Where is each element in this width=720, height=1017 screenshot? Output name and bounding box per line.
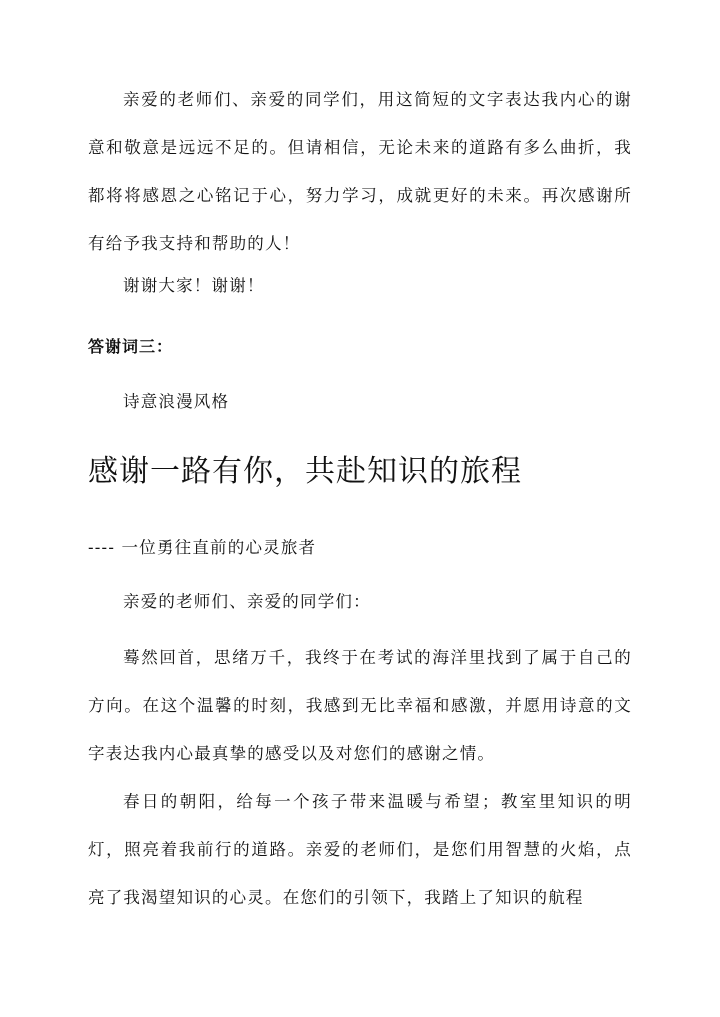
speech-title: 感谢一路有你，共赴知识的旅程 <box>88 454 522 489</box>
paragraph-reflection: 蓦然回首，思绪万千，我终于在考试的海洋里找到了属于自己的方向。在这个温馨的时刻，我感到无比幸福和感激，并愿用诗意的文字表达我内心最真挚的感受以及对您们的感谢之情。 <box>88 648 632 763</box>
paragraph-thank-you: 谢谢大家！谢谢！ <box>123 276 265 295</box>
paragraph-thanks-closing: 亲爱的老师们、亲爱的同学们，用这简短的文字表达我内心的谢意和敬意是远远不足的。但请相信，无论未来的道路有多么曲折，我都将将感恩之心铭记于心，努力学习，成就更好的未来。再次感谢所有给予我支持和帮助的人！ <box>88 90 632 253</box>
style-label: 诗意浪漫风格 <box>123 392 230 411</box>
paragraph-greeting: 亲爱的老师们、亲爱的同学们： <box>123 592 371 611</box>
section-heading: 答谢词三： <box>88 337 174 356</box>
speech-subtitle: ---- 一位勇往直前的心灵旅者 <box>88 538 317 557</box>
paragraph-spring-sun: 春日的朝阳，给每一个孩子带来温暖与希望；教室里知识的明灯，照亮着我前行的道路。亲爱的老师们，是您们用智慧的火焰，点亮了我渴望知识的心灵。在您们的引领下，我踏上了知识的航程 <box>88 792 632 907</box>
